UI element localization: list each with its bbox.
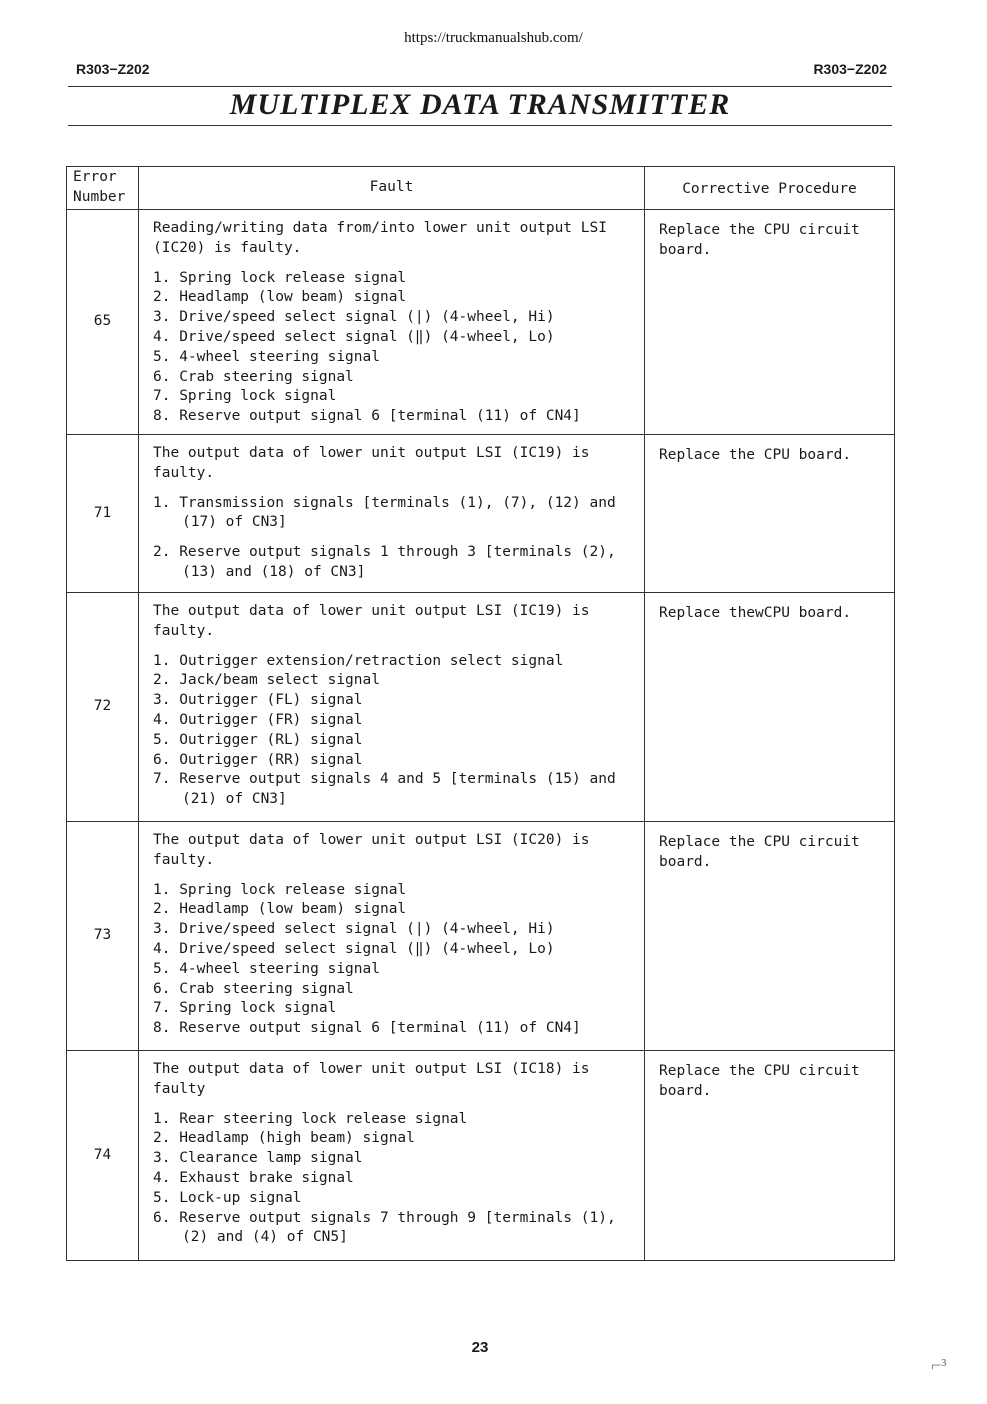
list-item: 1. Rear steering lock release signal (153, 1110, 468, 1127)
table-row (67, 593, 895, 822)
list-item: 4. Exhaust brake signal (153, 1169, 354, 1186)
error-number: 73 (67, 822, 139, 1051)
handwritten-mark: ⌐³ (931, 1355, 947, 1375)
fault-description: The output data of lower unit output LSI (IC20) is faulty. (153, 832, 590, 868)
signal-list (153, 1110, 640, 1249)
list-item: 3. Clearance lamp signal (153, 1150, 363, 1167)
list-item: 2. Reserve output signals 1 through 3 [terminals (2), (13) and (18) of CN3] (153, 544, 616, 580)
list-item: 7. Spring lock signal (153, 388, 337, 405)
header-corrective-procedure: Corrective Procedure (645, 167, 895, 210)
list-item: 2. Headlamp (low beam) signal (153, 901, 407, 918)
list-item: 3. Drive/speed select signal (|) (4-wheel, Hi) (153, 921, 555, 938)
list-item: 2. Headlamp (high beam) signal (153, 1130, 415, 1147)
list-item: 5. Outrigger (RL) signal (153, 731, 363, 748)
list-item: 6. Reserve output signals 7 through 9 [terminals (1), (2) and (4) of CN5] (153, 1209, 616, 1246)
list-item: 6. Crab steering signal (153, 368, 354, 385)
fault-description: The output data of lower unit output LSI (IC19) is faulty. (153, 445, 590, 481)
source-url: https://truckmanualshub.com/ (404, 30, 583, 46)
fault-cell (139, 593, 645, 822)
header-rule-bottom (68, 125, 892, 126)
corrective-procedure: Replace the CPU circuit board. (645, 210, 895, 435)
list-item: 7. Reserve output signals 4 and 5 [terminals (15) and (21) of CN3] (153, 771, 616, 808)
list-item: 4. Drive/speed select signal (‖) (4-wheel, Lo) (153, 940, 555, 957)
fault-cell (139, 210, 645, 435)
corrective-procedure: Replace the CPU circuit board. (645, 822, 895, 1051)
fault-description: Reading/writing data from/into lower unit output LSI (IC20) is faulty. (153, 220, 607, 256)
signal-list (153, 652, 640, 810)
table-row (67, 822, 895, 1051)
signal-list (153, 881, 640, 1039)
fault-description: The output data of lower unit output LSI (IC19) is faulty. (153, 603, 590, 639)
header-fault: Fault (139, 167, 645, 210)
list-item: 3. Drive/speed select signal (|) (4-wheel, Hi) (153, 309, 555, 326)
list-item: 7. Spring lock signal (153, 1000, 337, 1017)
fault-cell (139, 1051, 645, 1261)
list-item: 3. Outrigger (FL) signal (153, 692, 363, 709)
list-item: 1. Spring lock release signal (153, 881, 407, 898)
error-number: 74 (67, 1051, 139, 1261)
document-code-right: R303−Z202 (813, 61, 887, 77)
list-item: 6. Outrigger (RR) signal (153, 751, 363, 768)
table-header-row (67, 167, 895, 210)
list-item: 4. Drive/speed select signal (‖) (4-wheel, Lo) (153, 328, 555, 345)
fault-description: The output data of lower unit output LSI (IC18) is faulty (153, 1061, 590, 1097)
list-item: 2. Headlamp (low beam) signal (153, 289, 407, 306)
list-item: 4. Outrigger (FR) signal (153, 711, 363, 728)
list-item: 1. Transmission signals [terminals (1), (7), (12) and (17) of CN3] (153, 494, 616, 531)
error-number: 72 (67, 593, 139, 822)
list-item: 6. Crab steering signal (153, 980, 354, 997)
table-row (67, 435, 895, 593)
corrective-procedure: Replace the CPU board. (645, 435, 895, 593)
fault-cell (139, 435, 645, 593)
list-item: 1. Outrigger extension/retraction select signal (153, 652, 564, 669)
header-error-number: Error Number (67, 167, 139, 210)
page-title: MULTIPLEX DATA TRANSMITTER (229, 88, 731, 121)
list-item: 8. Reserve output signal 6 [terminal (11) of CN4] (153, 1020, 581, 1037)
fault-cell (139, 822, 645, 1051)
list-item: 2. Jack/beam select signal (153, 672, 380, 689)
table-row (67, 1051, 895, 1261)
page-number: 23 (471, 1339, 489, 1356)
error-table (66, 166, 895, 1261)
error-number: 71 (67, 435, 139, 593)
header-rule-top (68, 86, 892, 87)
corrective-procedure: Replace the CPU circuit board. (645, 1051, 895, 1261)
list-item: 5. 4-wheel steering signal (153, 960, 380, 977)
list-item: 1. Spring lock release signal (153, 269, 407, 286)
list-item: 5. 4-wheel steering signal (153, 348, 380, 365)
list-item: 5. Lock-up signal (153, 1189, 302, 1206)
corrective-procedure: Replace thewCPU board. (645, 593, 895, 822)
list-item: 8. Reserve output signal 6 [terminal (11) of CN4] (153, 408, 581, 425)
error-number: 65 (67, 210, 139, 435)
table-row (67, 210, 895, 435)
signal-list (153, 269, 640, 427)
document-code-left: R303−Z202 (76, 61, 150, 77)
signal-list (153, 494, 640, 583)
